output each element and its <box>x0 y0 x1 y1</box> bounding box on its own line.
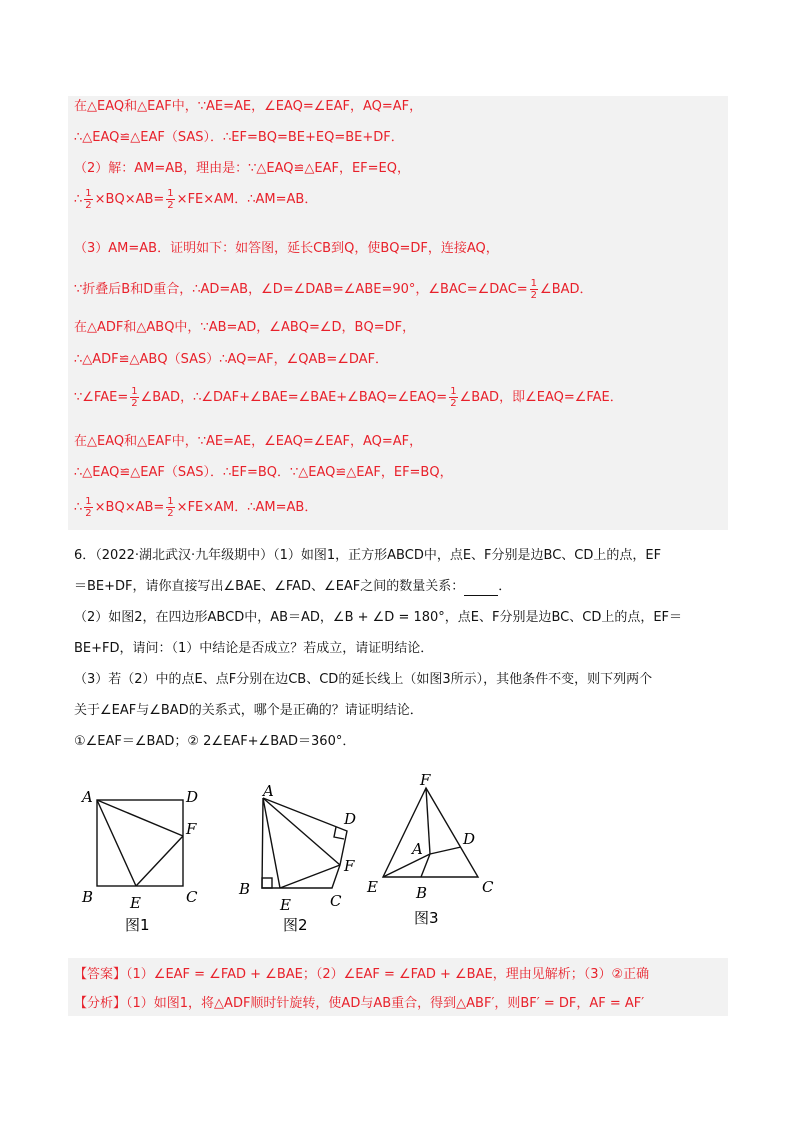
fraction-half: $\frac{1}{2}$ <box>167 188 174 211</box>
fraction-half: $\frac{1}{2}$ <box>167 496 174 519</box>
fraction-half: $\frac{1}{2}$ <box>530 278 538 301</box>
question-line: （2）如图2，在四边形ABCD中，AB＝AD，∠B + ∠D = 180°，点E、F分别是边BC、CD上的点，EF＝ <box>74 610 683 625</box>
question-line: ＝BE+DF，请你直接写出∠BAE、∠FAD、∠EAF之间的数量关系： ． <box>74 579 512 594</box>
fig1-label-b: B <box>82 888 94 906</box>
fig2-label-a: A <box>263 782 274 800</box>
solution-line: ∴△EAQ≌△EAF（SAS）．∴EF=BQ．∵△EAQ≌△EAF，EF=BQ， <box>74 465 453 480</box>
question-line: 关于∠EAF与∠BAD的关系式，哪个是正确的？请证明结论． <box>74 703 423 718</box>
solution-line: （3）AM=AB．证明如下：如答图，延长CB到Q，使BQ=DF，连接AQ， <box>74 241 499 256</box>
question-line: ①∠EAF＝∠BAD；② 2∠EAF+∠BAD＝360°． <box>74 734 356 749</box>
question-line: BE+FD，请问：（1）中结论是否成立？若成立，请证明结论． <box>74 641 434 656</box>
solution-line: ∴ $\frac{1}{2}$ ×BQ×AB= $\frac{1}{2}$ ×FE×AM．∴AM=AB． <box>74 496 318 519</box>
fraction-half: $\frac{1}{2}$ <box>450 386 457 409</box>
fig2-label-f: F <box>344 857 355 875</box>
solution-line: ∴△EAQ≌△EAF（SAS）．∴EF=BQ=BE+EQ=BE+DF． <box>74 130 404 145</box>
fig3-label-e: E <box>367 878 378 896</box>
fig1-label-e: E <box>130 894 141 912</box>
answer-tag: 【答案】 <box>74 967 127 982</box>
question-line: 6．（2022·湖北武汉·九年级期中）（1）如图1，正方形ABCD中，点E、F分别是边BC、CD上的点，EF <box>74 548 662 563</box>
solution-line: 在△EAQ和△EAF中，∵AE=AE，∠EAQ=∠EAF，AQ=AF， <box>74 434 423 449</box>
solution-line: ∵折叠后B和D重合，∴AD=AB，∠D=∠DAB=∠ABE=90°，∠BAC=∠DAC= $\frac{1}{2}$ ∠BAD． <box>74 278 593 301</box>
solution-line: （2）解：AM=AB，理由是：∵△EAQ≌△EAF，EF=EQ， <box>74 161 410 176</box>
solution-line: ∴ $\frac{1}{2}$ ×BQ×AB= $\frac{1}{2}$ ×FE×AM．∴AM=AB． <box>74 188 318 211</box>
fig3-label-f: F <box>420 771 431 789</box>
fraction-half: $\frac{1}{2}$ <box>85 496 92 519</box>
fig1-label-a: A <box>82 788 93 806</box>
solution-line: 在△EAQ和△EAF中，∵AE=AE，∠EAQ=∠EAF，AQ=AF， <box>74 99 423 114</box>
fig2-label-b: B <box>239 880 251 898</box>
fig2-caption: 图2 <box>283 916 308 934</box>
fig1-label-c: C <box>186 888 198 906</box>
analysis-line: 【分析】（1）如图1，将△ADF顺时针旋转，使AD与AB重合，得到△ABF′，则BF′ = DF，AF = AF′ <box>74 996 645 1011</box>
fig2-label-c: C <box>330 892 342 910</box>
fig3-label-a: A <box>412 840 423 858</box>
question-line: （3）若（2）中的点E、点F分别在边CB、CD的延长线上（如图3所示），其他条件不变，则下列两个 <box>74 672 653 687</box>
fig3-label-c: C <box>482 878 494 896</box>
fig1-label-d: D <box>186 788 199 806</box>
figure-1 <box>97 800 183 886</box>
fig3-label-b: B <box>416 884 428 902</box>
solution-line: 在△ADF和△ABQ中，∵AB=AD，∠ABQ=∠D，BQ=DF， <box>74 320 416 335</box>
fraction-half: $\frac{1}{2}$ <box>131 386 138 409</box>
fig2-label-d: D <box>344 810 357 828</box>
fig2-label-e: E <box>280 896 291 914</box>
answer-line: 【答案】（1）∠EAF = ∠FAD + ∠BAE；（2）∠EAF = ∠FAD + ∠BAE，理由见解析；（3）②正确 <box>74 967 650 982</box>
figure-2 <box>262 798 347 888</box>
solution-line: ∴△ADF≌△ABQ（SAS）∴AQ=AF，∠QAB=∠DAF． <box>74 352 389 367</box>
fig1-label-f: F <box>186 820 197 838</box>
fig3-caption: 图3 <box>414 909 439 927</box>
answer-blank <box>464 583 498 596</box>
fraction-half: $\frac{1}{2}$ <box>85 188 92 211</box>
analysis-tag: 【分析】 <box>74 996 127 1011</box>
fig1-caption: 图1 <box>125 916 150 934</box>
geometry-figures <box>0 770 800 970</box>
fig3-label-d: D <box>463 830 476 848</box>
solution-line: ∵∠FAE= $\frac{1}{2}$ ∠BAD，∴∠DAF+∠BAE=∠BAE+∠BAQ=∠EAQ= $\frac{1}{2}$ ∠BAD，即∠EAQ=∠FAE． <box>74 386 623 409</box>
